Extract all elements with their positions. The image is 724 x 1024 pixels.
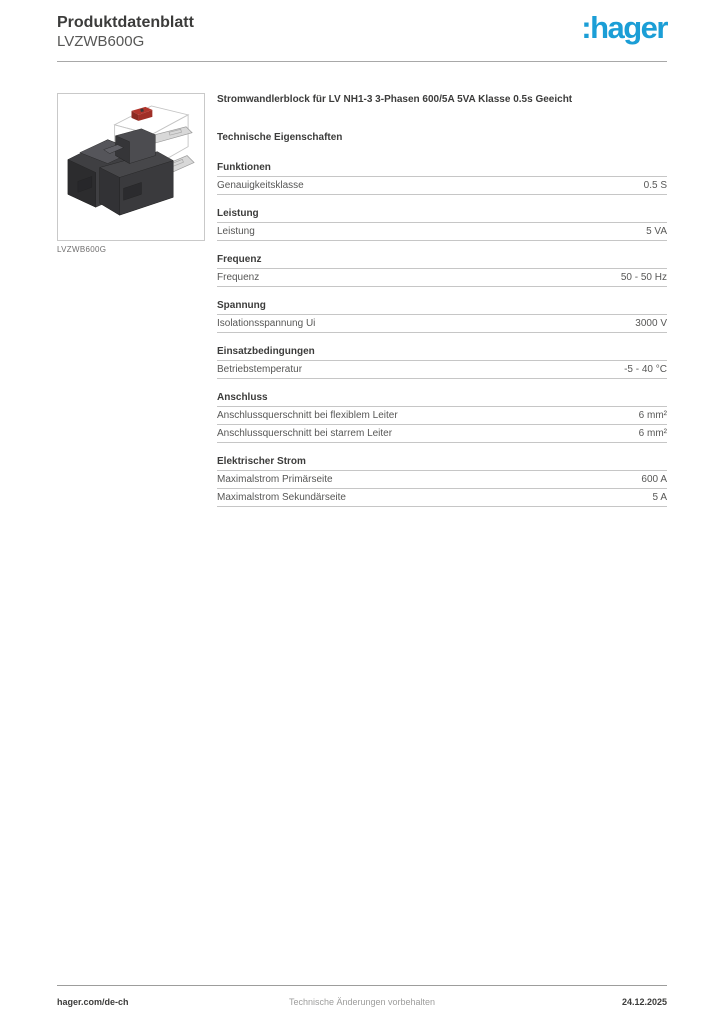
spec-section	[217, 346, 667, 379]
spec-value: 5 A	[652, 491, 667, 503]
footer-website[interactable]: hager.com/de-ch	[57, 997, 129, 1007]
spec-sections	[217, 162, 667, 507]
spec-section-title: Frequenz	[217, 254, 667, 269]
spec-section	[217, 300, 667, 333]
product-description: Stromwandlerblock für LV NH1-3 3-Phasen 600/5A 5VA Klasse 0.5s Geeicht	[217, 94, 573, 105]
spec-label: Anschlussquerschnitt bei starrem Leiter	[217, 427, 393, 439]
spec-section-title: Anschluss	[217, 392, 667, 407]
product-image-caption: LVZWB600G	[57, 245, 107, 254]
spec-label: Maximalstrom Primärseite	[217, 473, 333, 485]
footer-disclaimer: Technische Änderungen vorbehalten	[288, 997, 436, 1007]
spec-row	[217, 425, 667, 443]
datasheet-body	[217, 94, 667, 520]
spec-label: Genauigkeitsklasse	[217, 179, 304, 191]
header-divider	[57, 61, 667, 62]
spec-section-title: Funktionen	[217, 162, 667, 177]
spec-section-title: Elektrischer Strom	[217, 456, 667, 471]
footer-date: 24.12.2025	[621, 997, 667, 1007]
spec-value: 5 VA	[646, 225, 667, 237]
spec-value: 6 mm²	[638, 409, 667, 421]
spec-row	[217, 177, 667, 195]
spec-row	[217, 361, 667, 379]
spec-section-title: Spannung	[217, 300, 667, 315]
spec-label: Maximalstrom Sekundärseite	[217, 491, 346, 503]
hager-logo: :hager	[581, 10, 667, 45]
spec-label: Isolationsspannung Ui	[217, 317, 316, 329]
spec-section	[217, 392, 667, 443]
spec-label: Anschlussquerschnitt bei flexiblem Leiter	[217, 409, 398, 421]
spec-row	[217, 269, 667, 287]
spec-value: 0.5 S	[643, 179, 667, 191]
spec-value: 50 - 50 Hz	[620, 271, 667, 283]
spec-section	[217, 162, 667, 195]
spec-section	[217, 254, 667, 287]
footer-divider	[57, 985, 667, 986]
current-transformer-illustration	[58, 94, 204, 240]
spec-row	[217, 407, 667, 425]
spec-row	[217, 315, 667, 333]
spec-label: Frequenz	[217, 271, 260, 283]
spec-row	[217, 489, 667, 507]
product-reference: LVZWB600G	[57, 33, 145, 50]
page-title: Produktdatenblatt	[57, 14, 194, 31]
spec-value: 3000 V	[635, 317, 667, 329]
spec-row	[217, 223, 667, 241]
spec-section	[217, 208, 667, 241]
spec-label: Betriebstemperatur	[217, 363, 303, 375]
spec-section-title: Leistung	[217, 208, 667, 223]
spec-value: 600 A	[641, 473, 667, 485]
product-image	[57, 93, 205, 241]
spec-label: Leistung	[217, 225, 255, 237]
spec-value: -5 - 40 °C	[624, 363, 667, 375]
spec-row	[217, 471, 667, 489]
spec-value: 6 mm²	[638, 427, 667, 439]
technical-properties-heading: Technische Eigenschaften	[217, 131, 343, 143]
spec-section	[217, 456, 667, 507]
spec-section-title: Einsatzbedingungen	[217, 346, 667, 361]
